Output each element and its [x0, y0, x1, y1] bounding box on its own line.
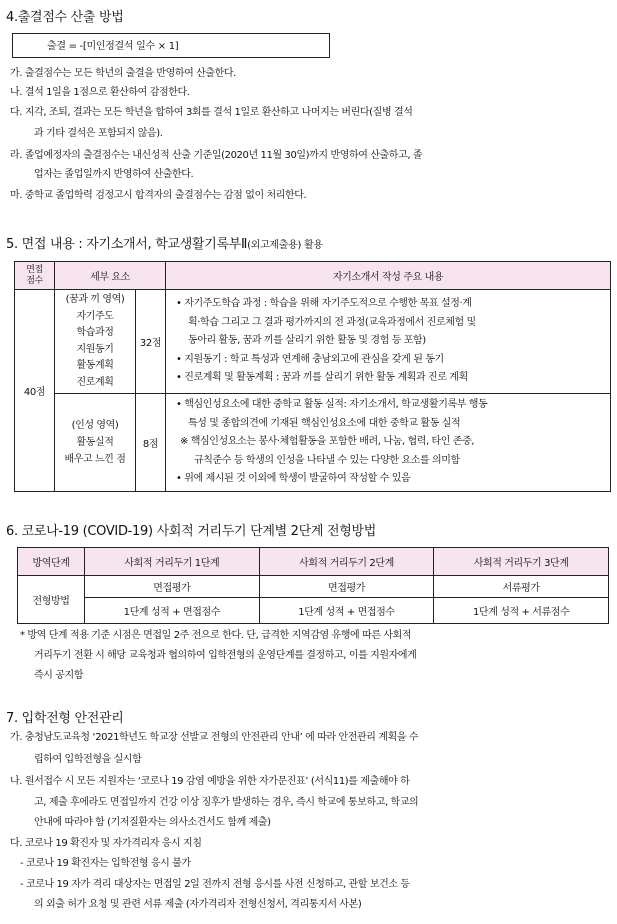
row-label-method: 전형방법	[18, 576, 85, 624]
content-line: 획·학습 그리고 그 결과 평가까지의 전 과정(교육과정에서 진로체험 및	[188, 316, 476, 328]
content-line: • 지원동기 : 학교 특성과 연계해 충남외고에 관심을 갖게 된 동기	[176, 353, 444, 365]
section6-title: 6. 코로나-19 (COVID-19) 사회적 거리두기 단계별 2단계 전형방법	[6, 524, 377, 539]
element-line: 활동계획	[76, 360, 114, 371]
s4-item: 나. 결석 1일을 1점으로 환산하여 감점한다.	[10, 87, 190, 98]
interview-table	[14, 261, 611, 492]
s4-item: 가. 출결점수는 모든 학년의 출결을 반영하여 산출한다.	[10, 68, 236, 79]
s7-subitem: - 코로나 19 확진자는 입학전형 응시 불가	[20, 858, 191, 869]
section5-title-suffix: (외고제출용) 활용	[247, 240, 323, 251]
content-line: • 위에 제시된 것 이외에 학생이 발굴하여 작성할 수 있음	[176, 473, 411, 484]
header-element: 세부 요소	[55, 262, 166, 290]
s6-note: * 방역 단계 적용 기준 시점은 면접일 2주 전으로 한다. 단, 급격한 지역감염 유행에 따른 사회적	[20, 630, 412, 641]
content-line: • 자기주도학습 과정 : 학습을 위해 자기주도적으로 수행한 목표 설정·계	[176, 298, 472, 310]
content-line: • 핵심인성요소에 대한 중학교 활동 실적: 자기소개서, 학교생활기록부 행동	[176, 399, 488, 410]
s7-subitem: - 코로나 19 자가 격리 대상자는 면접일 2일 전까지 전형 응시를 사전 신청하고, 관할 보건소 등	[20, 879, 410, 890]
content-character	[166, 394, 611, 492]
score-level3: 1단계 성적 + 서류점수	[434, 598, 609, 624]
section5-title-main: 5. 면접 내용 : 자기소개서, 학교생활기록부Ⅱ	[6, 237, 248, 252]
score-level2: 1단계 성적 + 면접점수	[259, 598, 434, 624]
content-line: ※ 핵심인성요소는 봉사·체험활동을 포함한 배려, 나눔, 협력, 타인 존중,	[180, 436, 475, 447]
s4-item-cont: 업자는 졸업일까지 반영하여 산출한다.	[34, 169, 194, 180]
element-line: 배우고 느낀 점	[64, 453, 126, 465]
section4-title: 4.출결점수 산출 방법	[6, 10, 124, 25]
s4-item: 마. 중학교 졸업학력 검정고시 합격자의 출결점수는 감점 없이 처리한다.	[10, 190, 307, 201]
element-cell-dream	[55, 290, 136, 394]
method-level3: 서류평가	[434, 576, 609, 598]
attendance-formula-box: 출결 = -[미인정결석 일수 × 1]	[12, 33, 330, 58]
points-character: 8점	[136, 394, 166, 492]
element-line: 지원동기	[76, 343, 114, 355]
content-dream	[166, 290, 611, 394]
element-line: 자기주도	[76, 310, 114, 322]
header-level1: 사회적 거리두기 1단계	[85, 548, 260, 576]
section7-title: 7. 입학전형 안전관리	[6, 711, 124, 726]
header-stage: 방역단계	[18, 548, 85, 576]
s7-item-cont: 고, 제출 후에라도 면접일까지 건강 이상 징후가 발생하는 경우, 즉시 학교에 통보하고, 학교의	[34, 797, 419, 808]
s4-item: 다. 지각, 조퇴, 결과는 모든 학년을 합하여 3회를 결석 1일로 환산하고 나머지는 버린다(질병 결석	[10, 107, 413, 118]
element-line: (인성 영역)	[71, 419, 119, 431]
s7-item-cont: 의 외출 허가 요청 및 관련 서류 제출 (자가격리자 전형신청서, 격리통지서 사본)	[34, 899, 362, 910]
method-level1: 면접평가	[85, 576, 260, 598]
s4-item-cont: 과 기타 결석은 포함되지 않음).	[34, 128, 163, 139]
score-level1: 1단계 성적 + 면접점수	[85, 598, 260, 624]
element-line: 학습과정	[76, 327, 114, 338]
content-line: 규칙준수 등 학생의 인성을 나타낼 수 있는 다양한 요소를 의미함	[194, 454, 460, 466]
header-score: 면접 점수	[15, 262, 55, 290]
header-level3: 사회적 거리두기 3단계	[434, 548, 609, 576]
s7-item: 다. 코로나 19 확진자 및 자가격리자 응시 지침	[10, 838, 202, 849]
element-line: (꿈과 끼 영역)	[65, 294, 125, 305]
s6-note-cont: 거리두기 전환 시 해당 교육청과 협의하여 입학전형의 운영단계를 결정하고, 이를 지원자에게	[34, 650, 417, 661]
content-line: 동아리 활동, 꿈과 끼를 살리기 위한 활동 및 경험 등 포함)	[188, 335, 426, 347]
content-line: 특성 및 종합의견에 기재된 핵심인성요소에 대한 중학교 활동 실적	[188, 417, 461, 429]
section5-title	[6, 233, 323, 252]
s7-item: 나. 원서접수 시 모든 지원자는 ‘코로나 19 감염 예방을 위한 자가문진표’ (서식11)를 제출해야 하	[10, 776, 410, 787]
s4-item: 라. 졸업예정자의 출결점수는 내신성적 산출 기준일(2020년 11월 30일)까지 반영하여 산출하고, 졸	[10, 150, 423, 161]
s6-note-cont: 즉시 공지함	[34, 670, 84, 681]
header-content: 자기소개서 작성 주요 내용	[166, 262, 611, 290]
method-level2: 면접평가	[259, 576, 434, 598]
s7-item: 가. 충청남도교육청 ‘2021학년도 학교장 선발교 전형의 안전관리 안내’ 에 따라 안전관리 계획을 수	[10, 732, 419, 743]
points-dream: 32점	[136, 290, 166, 394]
total-score: 40점	[15, 290, 55, 492]
header-level2: 사회적 거리두기 2단계	[259, 548, 434, 576]
s7-item-cont: 립하여 입학전형을 실시함	[34, 754, 142, 765]
element-line: 진로계획	[76, 376, 114, 388]
s7-item-cont: 안내에 따라야 함 (기저질환자는 의사소견서도 함께 제출)	[34, 817, 271, 828]
element-cell-character	[55, 394, 136, 492]
covid-stage-table	[17, 547, 609, 624]
element-line: 활동실적	[76, 436, 114, 448]
content-line: • 진로계획 및 활동계획 : 꿈과 끼를 살리기 위한 활동 계획과 진로 계획	[176, 372, 468, 384]
